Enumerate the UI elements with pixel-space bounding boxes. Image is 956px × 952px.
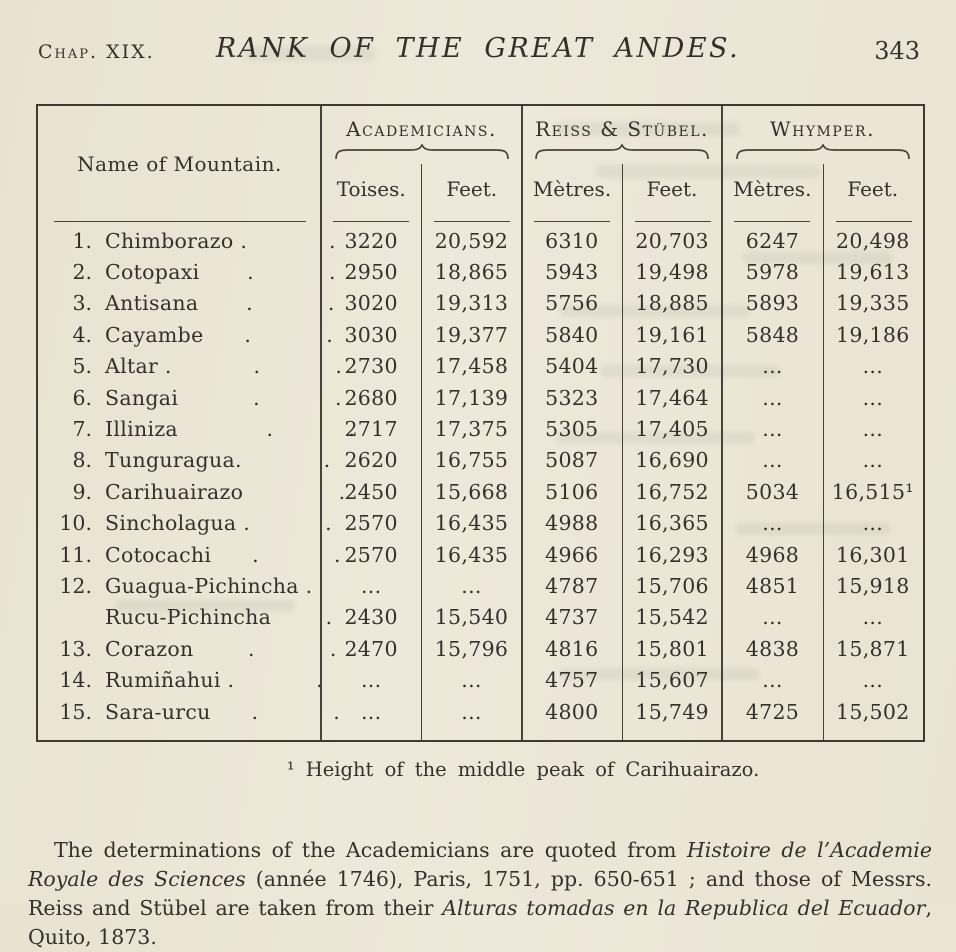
acad-toises: 3020: [344, 291, 398, 316]
acad-feet: 17,375: [434, 417, 509, 442]
rs-metres: 5943: [545, 260, 599, 285]
rs-feet: 20,703: [635, 228, 709, 253]
rs-metres: 5404: [545, 354, 599, 379]
table-row: [38, 288, 923, 319]
mountain-name: Sincholagua . .: [105, 511, 332, 536]
acad-toises: 2470: [344, 636, 398, 661]
row-number: 13.: [59, 636, 92, 661]
acad-toises: 2450: [344, 479, 398, 504]
wh-metres: 4838: [745, 636, 800, 661]
wh-feet: 15,502: [836, 699, 910, 724]
acad-toises: 2717: [344, 417, 398, 442]
mountain-cell: [38, 605, 333, 630]
rs-feet: 16,690: [635, 448, 709, 473]
mountain-name: Rucu-Pichincha .: [105, 605, 333, 630]
mountain-name: Tunguragua. .: [105, 448, 331, 473]
mountain-cell: [38, 322, 334, 347]
name-column-header: Name of Mountain.: [77, 152, 282, 176]
table-row: [38, 225, 923, 256]
wh-metres: 4968: [745, 542, 800, 567]
mountain-rank-table: [36, 104, 925, 742]
rs-metres: 6310: [545, 228, 599, 253]
col-header-toises: Toises.: [336, 177, 406, 201]
table-row: [38, 508, 923, 539]
acad-feet: 16,435: [434, 542, 509, 567]
rs-feet: 19,498: [635, 260, 709, 285]
subheader-row: [722, 160, 923, 222]
wh-metres: ...: [762, 417, 783, 442]
mountain-name: Carihuairazo .: [105, 479, 346, 504]
wh-feet: ...: [862, 354, 884, 379]
wh-metres: ...: [762, 605, 783, 630]
table-row: [38, 570, 923, 601]
col-header-feet: Feet.: [646, 177, 698, 201]
wh-metres: ...: [762, 448, 783, 473]
rs-metres: 4816: [545, 636, 599, 661]
group-whymper: [722, 106, 923, 222]
acad-toises: 2430: [344, 605, 398, 630]
wh-metres: 4851: [745, 573, 800, 598]
mountain-name: Sara-urcu . .: [105, 699, 341, 724]
table-row: [38, 256, 923, 287]
mountain-name: Cotocachi . .: [105, 542, 341, 567]
mountain-name: Sangai . .: [105, 385, 342, 410]
mountain-cell: [38, 479, 346, 504]
rs-feet: 15,706: [635, 573, 709, 598]
mountain-cell: [38, 417, 356, 442]
col-header-feet: Feet.: [446, 177, 498, 201]
table-header: [38, 106, 923, 222]
acad-feet: 20,592: [434, 228, 509, 253]
acad-feet: 16,755: [434, 448, 509, 473]
rs-feet: 15,542: [635, 605, 709, 630]
source-note-text: The determinations of the Academicians are quoted from: [54, 837, 687, 862]
brace-icon: [334, 144, 510, 160]
acad-toises: 2570: [344, 542, 398, 567]
acad-toises: ...: [360, 573, 382, 598]
page-number: 343: [874, 37, 920, 65]
acad-feet: 17,458: [434, 354, 509, 379]
table-row: [38, 539, 923, 570]
mountain-cell: [38, 699, 341, 724]
wh-feet: 20,498: [836, 228, 910, 253]
acad-toises: 2680: [344, 385, 398, 410]
mountain-cell: [38, 511, 332, 536]
wh-feet: ...: [862, 417, 884, 442]
table-row: [38, 319, 923, 350]
acad-feet: 15,796: [434, 636, 509, 661]
wh-metres: 6247: [745, 228, 800, 253]
row-number: 14.: [59, 668, 92, 693]
wh-feet: 19,613: [836, 260, 910, 285]
mountain-name: Rumiñahui . .: [105, 668, 323, 693]
acad-feet: 19,377: [434, 322, 509, 347]
row-number: 6.: [72, 385, 92, 410]
group-reiss-stubel: [522, 106, 722, 222]
source-note-text: (année 1746), Paris, 1751, pp. 650-651 ; and those of Messrs. Reiss and Stübel are taken from their: [28, 866, 932, 920]
table-row: [38, 602, 923, 633]
table-row: [38, 696, 923, 727]
wh-feet: ...: [862, 668, 884, 693]
wh-feet: 15,871: [836, 636, 910, 661]
subheader-row: [321, 160, 522, 222]
mountain-cell: [38, 228, 336, 253]
rs-metres: 4737: [545, 605, 599, 630]
wh-metres: ...: [762, 385, 783, 410]
brace-icon: [534, 144, 710, 160]
rs-feet: 17,405: [635, 417, 709, 442]
rs-feet: 17,464: [635, 385, 709, 410]
table-footnote: ¹ Height of the middle peak of Carihuairazo.: [286, 758, 760, 781]
rs-metres: 5087: [545, 448, 599, 473]
acad-toises: 2620: [344, 448, 398, 473]
rs-feet: 15,607: [635, 668, 709, 693]
mountain-cell: [38, 636, 337, 661]
table-row: [38, 445, 923, 476]
acad-toises: ...: [360, 699, 382, 724]
mountain-name: Guagua-Pichincha .: [105, 573, 313, 598]
row-number: 8.: [72, 448, 92, 473]
acad-toises: 2730: [344, 354, 398, 379]
row-number: 4.: [72, 322, 92, 347]
wh-metres: ...: [762, 668, 783, 693]
wh-feet: 16,515¹: [831, 479, 914, 504]
rs-metres: 4787: [545, 573, 599, 598]
chapter-label: Chap. XIX.: [38, 41, 155, 63]
rs-metres: 4757: [545, 668, 599, 693]
row-number: 1.: [72, 228, 92, 253]
rs-feet: 16,293: [635, 542, 709, 567]
acad-feet: 19,313: [434, 291, 509, 316]
source-note-text: , Quito, 1873.: [28, 895, 932, 949]
row-number: 5.: [72, 354, 92, 379]
group-academicians: [321, 106, 522, 222]
rs-metres: 4800: [545, 699, 599, 724]
acad-toises: 3220: [344, 228, 398, 253]
row-number: 12.: [59, 573, 92, 598]
table-body: [38, 222, 923, 740]
wh-metres: 5893: [745, 291, 800, 316]
rs-feet: 16,752: [635, 479, 709, 504]
table-row: [38, 664, 923, 695]
rs-feet: 16,365: [635, 511, 709, 536]
row-number: 15.: [59, 699, 92, 724]
row-number: 2.: [72, 260, 92, 285]
wh-feet: ...: [862, 511, 884, 536]
table-row: [38, 351, 923, 382]
acad-feet: 17,139: [434, 385, 509, 410]
acad-feet: ...: [461, 668, 482, 693]
acad-toises: 2570: [344, 511, 398, 536]
rs-metres: 5323: [545, 385, 599, 410]
rs-feet: 15,801: [635, 636, 709, 661]
wh-metres: 4725: [745, 699, 800, 724]
row-number: 7.: [72, 417, 92, 442]
mountain-name: Chimborazo . .: [105, 228, 336, 253]
acad-feet: ...: [461, 573, 482, 598]
source-note-italic-title: Alturas tomadas en la Republica del Ecuador: [442, 895, 926, 920]
table-row: [38, 382, 923, 413]
wh-metres: ...: [762, 511, 783, 536]
wh-metres: ...: [762, 354, 783, 379]
rs-metres: 5756: [545, 291, 599, 316]
row-number: 11.: [59, 542, 92, 567]
mountain-name: Corazon . .: [105, 636, 337, 661]
row-number: 3.: [72, 291, 92, 316]
wh-feet: ...: [862, 385, 884, 410]
acad-feet: 18,865: [434, 260, 509, 285]
brace-icon: [735, 144, 911, 160]
rs-feet: 15,749: [635, 699, 709, 724]
source-note-italic-title: Histoire de l’Academie Royale des Sciences: [28, 837, 932, 891]
group-title: Reiss & Stübel.: [535, 117, 709, 141]
rs-metres: 5106: [545, 479, 599, 504]
row-number: 10.: [59, 511, 92, 536]
acad-toises: 2950: [344, 260, 398, 285]
rs-feet: 19,161: [635, 322, 709, 347]
wh-metres: 5978: [745, 260, 800, 285]
rs-feet: 18,885: [635, 291, 709, 316]
rs-metres: 5305: [545, 417, 599, 442]
col-header-metres: Mètres.: [733, 177, 812, 201]
mountain-name: Altar . . .: [105, 354, 343, 379]
acad-toises: 3030: [344, 322, 398, 347]
rs-metres: 5840: [545, 322, 599, 347]
wh-feet: ...: [862, 605, 884, 630]
table-row: [38, 476, 923, 507]
acad-feet: 15,540: [434, 605, 509, 630]
rs-metres: 4966: [545, 542, 599, 567]
acad-feet: 16,435: [434, 511, 509, 536]
mountain-cell: [38, 354, 343, 379]
mountain-name: Illiniza . .: [105, 417, 356, 442]
row-number: 9.: [72, 479, 92, 504]
mountain-cell: [38, 260, 336, 285]
wh-metres: 5848: [745, 322, 800, 347]
mountain-cell: [38, 291, 335, 316]
subheader-row: [522, 160, 722, 222]
table-row: [38, 633, 923, 664]
rs-metres: 4988: [545, 511, 599, 536]
mountain-cell: [38, 385, 342, 410]
group-title: Academicians.: [346, 117, 497, 141]
acad-toises: ...: [360, 668, 382, 693]
page-title: RANK OF THE GREAT ANDES.: [215, 33, 741, 64]
acad-feet: ...: [461, 699, 482, 724]
wh-metres: 5034: [745, 479, 800, 504]
mountain-name: Antisana . .: [105, 291, 335, 316]
mountain-name: Cotopaxi . .: [105, 260, 336, 285]
mountain-cell: [38, 668, 321, 692]
col-header-feet: Feet.: [847, 177, 899, 201]
source-note: [28, 836, 932, 952]
wh-feet: ...: [862, 448, 884, 473]
col-header-metres: Mètres.: [532, 177, 612, 201]
group-title: Whymper.: [770, 117, 875, 141]
wh-feet: 15,918: [836, 573, 910, 598]
wh-feet: 19,186: [836, 322, 910, 347]
wh-feet: 19,335: [836, 291, 910, 316]
acad-feet: 15,668: [434, 479, 509, 504]
mountain-cell: [38, 542, 341, 567]
rs-feet: 17,730: [635, 354, 709, 379]
wh-feet: 16,301: [836, 542, 910, 567]
mountain-name: Cayambe . .: [105, 322, 334, 347]
table-row: [38, 413, 923, 444]
mountain-cell: [38, 574, 321, 598]
mountain-cell: [38, 448, 331, 473]
